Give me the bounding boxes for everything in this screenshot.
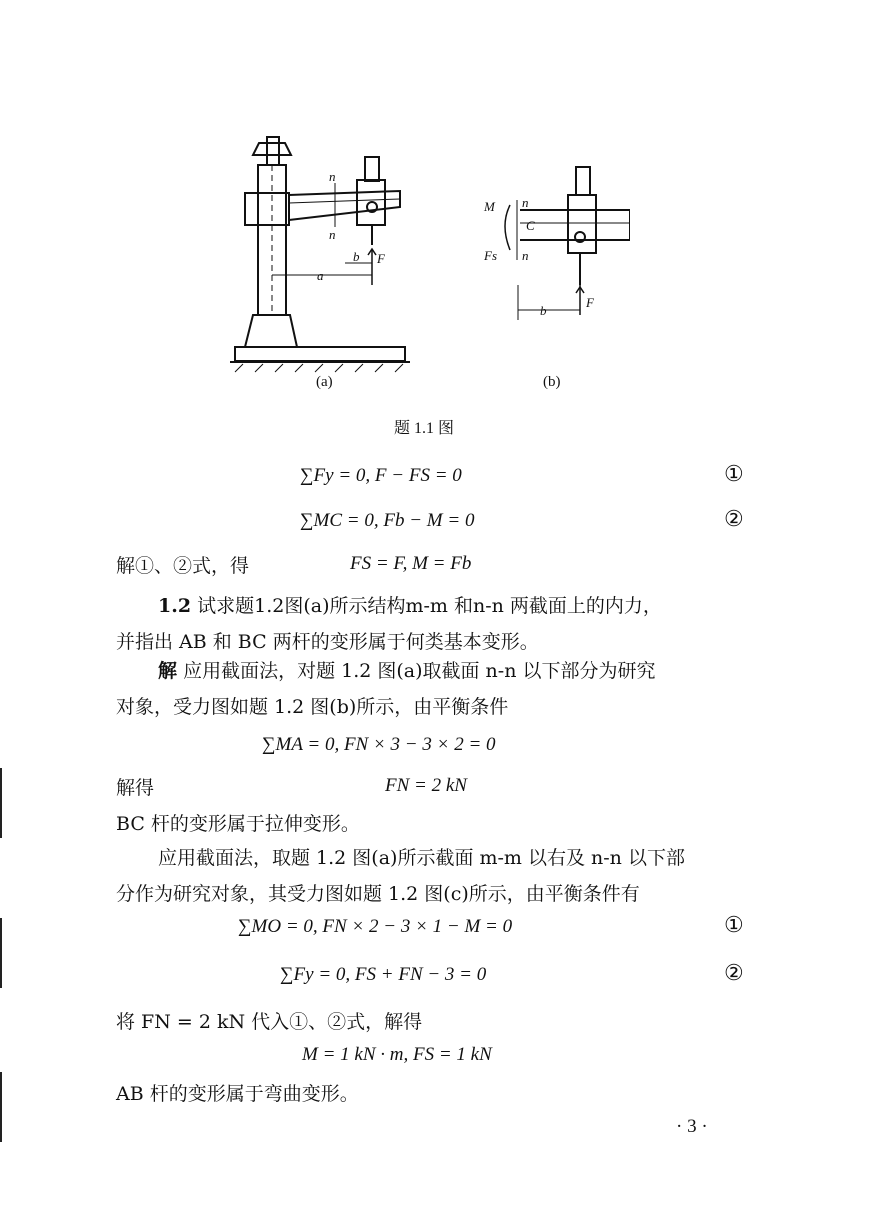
problem-number: 1.2 — [158, 595, 192, 617]
label-a: a — [317, 268, 324, 283]
equation-force-y-number: ② — [724, 961, 744, 986]
label-b: b — [353, 249, 360, 264]
scan-edge-mark — [0, 1072, 2, 1142]
label-FS: Fs — [484, 248, 497, 263]
solution1-result: FS = F, M = Fb — [350, 553, 472, 574]
equation-moment-A: ∑MA = 0, FN × 3 − 3 × 2 = 0 — [262, 734, 496, 755]
label-n-top-b: n — [522, 195, 529, 210]
label-n-bottom-b: n — [522, 248, 529, 263]
solve-result: FN = 2 kN — [385, 775, 467, 796]
final-result: M = 1 kN · m, FS = 1 kN — [302, 1044, 492, 1065]
problem-text-1: 试求题1.2图(a)所示结构m-m 和n-n 两截面上的内力， — [197, 595, 662, 617]
figure-a-label: (a) — [316, 374, 333, 390]
equation-1: ∑Fy = 0, F − FS = 0 — [300, 465, 462, 486]
solution-line-3: 应用截面法，取题 1.2 图(a)所示截面 m-m 以右及 n-n 以下部 — [158, 847, 685, 869]
label-n-bottom: n — [329, 227, 336, 242]
equation-2-number: ② — [724, 507, 744, 532]
figure-b-label: (b) — [543, 374, 561, 390]
solution1-prefix: 解①、②式，得 — [116, 555, 250, 577]
label-M: M — [484, 199, 495, 214]
label-F: F — [377, 251, 385, 266]
solve-label: 解得 — [116, 777, 155, 799]
equation-moment-O: ∑MO = 0, FN × 2 − 3 × 1 − M = 0 — [238, 916, 513, 937]
solution-line-1 — [116, 653, 756, 689]
equation-2: ∑MC = 0, Fb − M = 0 — [300, 510, 475, 531]
label-n-top: n — [329, 169, 336, 184]
scan-edge-mark — [0, 768, 2, 838]
equation-force-y: ∑Fy = 0, FS + FN − 3 = 0 — [280, 964, 487, 985]
equation-moment-O-number: ① — [724, 913, 744, 938]
label-F-b: F — [586, 295, 594, 310]
substitution-text: 将 FN = 2 kN 代入①、②式，解得 — [116, 1011, 423, 1033]
equation-1-number: ① — [724, 462, 744, 487]
problem-line-2: 并指出 AB 和 BC 两杆的变形属于何类基本变形。 — [116, 631, 539, 653]
solution-text-1: 应用截面法，对题 1.2 图(a)取截面 n-n 以下部分为研究 — [183, 660, 656, 682]
figure-caption: 题 1.1 图 — [394, 420, 455, 437]
solution-line-2: 对象，受力图如题 1.2 图(b)所示，由平衡条件 — [116, 696, 509, 718]
problem-line-1 — [116, 588, 756, 624]
solution-line-4: 分作为研究对象，其受力图如题 1.2 图(c)所示，由平衡条件有 — [116, 883, 640, 905]
solution-label: 解 — [158, 660, 178, 682]
label-b-b: b — [540, 303, 547, 318]
figure-a — [225, 125, 415, 380]
ab-statement: AB 杆的变形属于弯曲变形。 — [116, 1083, 359, 1105]
label-C: C — [526, 218, 535, 233]
scan-edge-mark — [0, 918, 2, 988]
bc-statement: BC 杆的变形属于拉伸变形。 — [116, 813, 360, 835]
figure-b — [480, 155, 630, 325]
page-number: · 3 · — [676, 1116, 708, 1137]
